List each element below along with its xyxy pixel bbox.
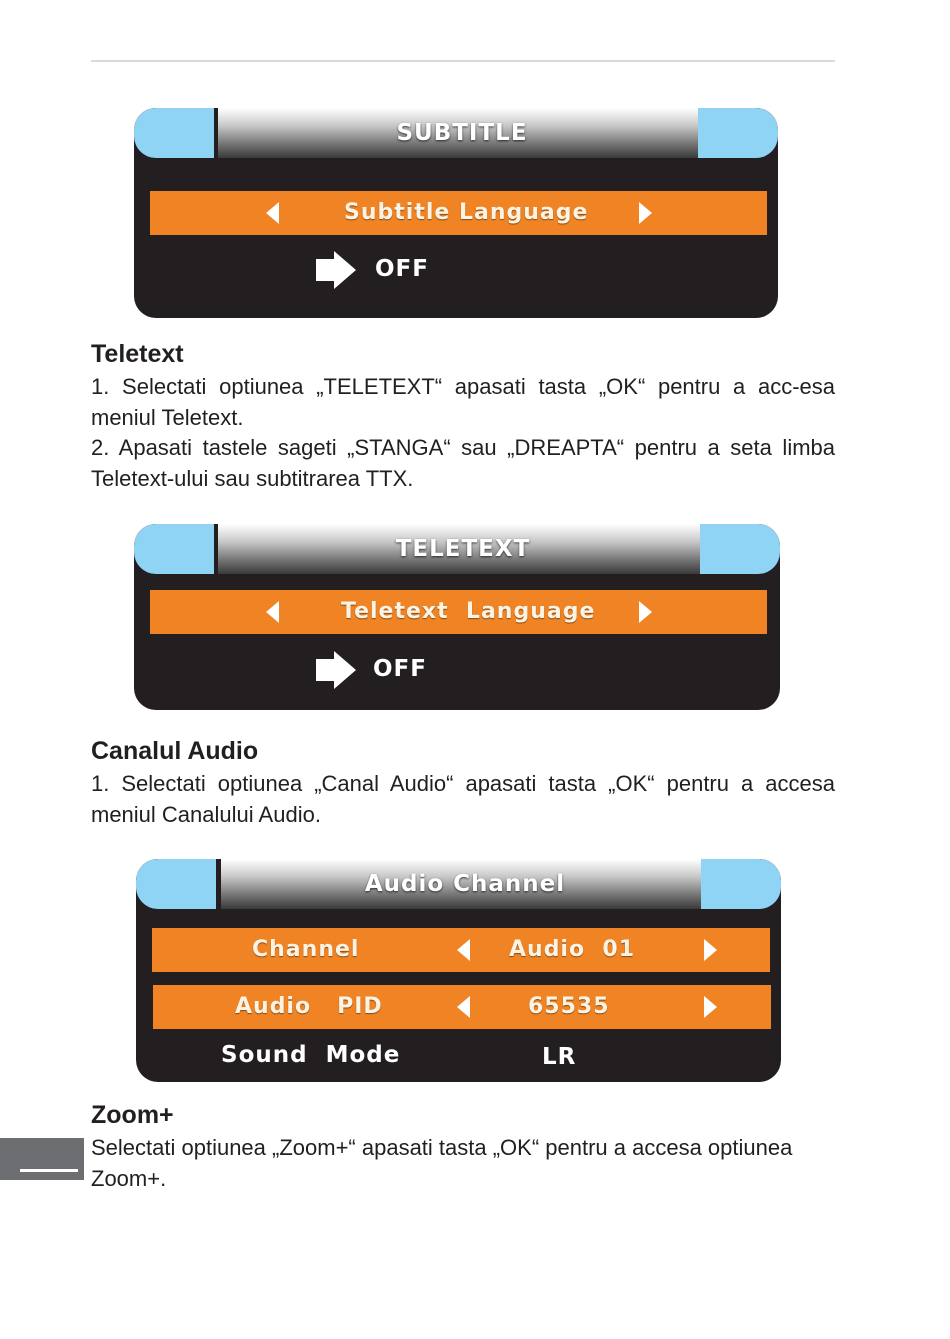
channel-label: Channel [252, 937, 360, 962]
title-cap-right [698, 108, 778, 158]
chevron-right-icon[interactable] [704, 939, 717, 961]
title-cap-left [136, 859, 216, 909]
teletext-heading: Teletext [91, 340, 184, 368]
audio-heading: Canalul Audio [91, 737, 259, 765]
audio-pid-row[interactable] [153, 985, 771, 1029]
title-cap-left [134, 108, 214, 158]
channel-value: Audio 01 [509, 937, 636, 962]
teletext-step-2: 2. Apasati tastele sageti „STANGA“ sau „DREAPTA“ pentru a seta limba Teletext-ului sau subtitrarea TTX. [91, 435, 835, 491]
pointer-arrow-icon [316, 651, 358, 689]
zoom-description: Selectati optiunea „Zoom+“ apasati tasta „OK“ pentru a accesa optiunea Zoom+. [91, 1135, 793, 1191]
title-cap-right [701, 859, 781, 909]
page-tab [0, 1138, 84, 1180]
sound-mode-value: LR [542, 1044, 577, 1070]
teletext-menu [134, 524, 780, 710]
chevron-left-icon[interactable] [457, 996, 470, 1018]
subtitle-language-row[interactable] [150, 191, 767, 235]
audio-step-1: 1. Selectati optiunea „Canal Audio“ apasati tasta „OK“ pentru a accesa meniul Canalului Audio. [91, 771, 835, 827]
chevron-left-icon[interactable] [266, 601, 279, 623]
chevron-right-icon[interactable] [704, 996, 717, 1018]
pointer-arrow-icon [316, 251, 358, 289]
teletext-language-label: Teletext Language [341, 599, 596, 624]
teletext-step-1: 1. Selectati optiunea „TELETEXT“ apasati tasta „OK“ pentru a acc-esa meniul Teletext. [91, 374, 835, 430]
chevron-right-icon[interactable] [639, 202, 652, 224]
channel-row[interactable] [152, 928, 770, 972]
title-cap-right [700, 524, 780, 574]
subtitle-menu [134, 108, 778, 318]
chevron-left-icon[interactable] [457, 939, 470, 961]
sound-mode-label: Sound Mode [221, 1042, 401, 1068]
audio-channel-menu-title: Audio Channel [221, 859, 709, 909]
subtitle-value: OFF [375, 256, 429, 282]
title-cap-left [134, 524, 214, 574]
top-divider [91, 60, 835, 62]
subtitle-menu-title: SUBTITLE [218, 108, 706, 158]
audio-pid-value: 65535 [528, 994, 610, 1019]
audio-channel-menu [136, 859, 781, 1082]
teletext-value: OFF [373, 656, 427, 682]
page-tab-bar [20, 1169, 78, 1172]
audio-pid-label: Audio PID [235, 994, 383, 1019]
teletext-language-row[interactable] [150, 590, 767, 634]
subtitle-language-label: Subtitle Language [344, 200, 589, 225]
chevron-left-icon[interactable] [266, 202, 279, 224]
teletext-menu-title: TELETEXT [218, 524, 708, 574]
chevron-right-icon[interactable] [639, 601, 652, 623]
zoom-heading: Zoom+ [91, 1101, 174, 1129]
